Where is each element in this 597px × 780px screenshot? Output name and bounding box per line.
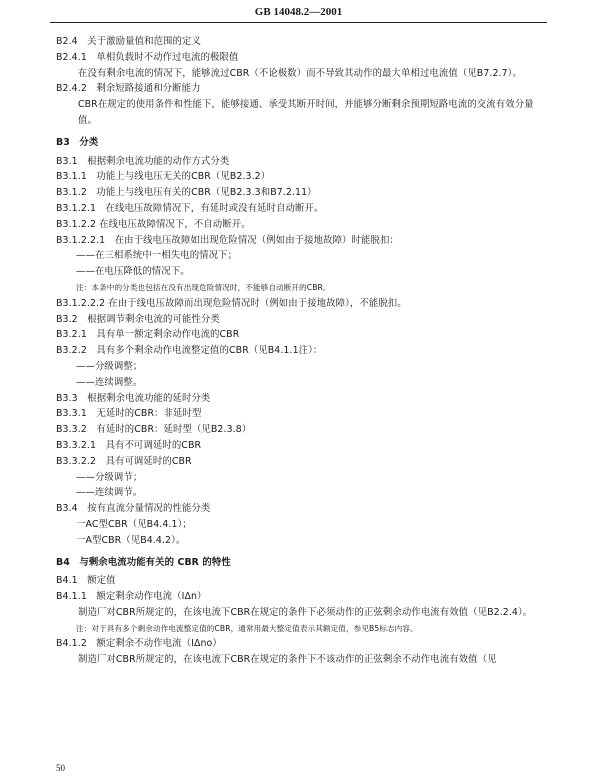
page-number: 50 bbox=[56, 763, 65, 773]
text-line: B3.2 根据调节剩余电流的可能性分类 bbox=[56, 313, 220, 325]
text-line: CBR在规定的使用条件和性能下，能够接通、承受其断开时间，并能够分断剩余预期短路电流的交流有效分量值。 bbox=[78, 99, 534, 126]
header-rule bbox=[50, 22, 547, 23]
text-line: B3.3.1 无延时的CBR：非延时型 bbox=[56, 408, 202, 420]
page-header: GB 14048.2—2001 bbox=[254, 6, 343, 18]
text-line: B4.1 额定值 bbox=[56, 575, 116, 587]
text-line: B3.2.2 具有多个剩余动作电流整定值的CBR（见B4.1.1注）： bbox=[56, 345, 323, 357]
text-line: 制造厂对CBR所规定的，在该电流下CBR在规定的条件下必须动作的正弦剩余动作电流有效值（见B2.2.4）。 bbox=[78, 606, 533, 618]
text-line: ——分级调节； bbox=[76, 471, 143, 483]
text-line: 制造厂对CBR所规定的，在该电流下CBR在规定的条件下不该动作的正弦剩余不动作电流有效值（见 bbox=[78, 654, 497, 666]
text-line: B3.2.1 具有单一额定剩余动作电流的CBR bbox=[56, 329, 240, 341]
text-line: B3 分类 bbox=[56, 136, 99, 148]
text-line: ——在三相系统中一相失电的情况下； bbox=[76, 250, 238, 262]
text-line: B4.1.1 额定剩余动作电流（IΔn） bbox=[56, 591, 207, 603]
text-line: B2.4 关于激励量值和范围的定义 bbox=[56, 36, 201, 47]
text-line: B3.1.1 功能上与线电压无关的CBR（见B2.3.2） bbox=[56, 171, 271, 183]
text-line: B3.1.2.1 在线电压故障情况下，有延时或没有延时自动断开。 bbox=[56, 202, 324, 214]
text-line: B4 与剩余电流功能有关的 CBR 的特性 bbox=[56, 556, 231, 568]
text-line: ——在电压降低的情况下。 bbox=[76, 266, 190, 278]
text-line: B2.4.1 单相负载时不动作过电流的极限值 bbox=[56, 51, 239, 63]
text-line: 一A型CBR（见B4.4.2）。 bbox=[76, 534, 186, 546]
text-line: B3.3.2 有延时的CBR：延时型（见B2.3.8） bbox=[56, 424, 252, 436]
text-line: B4.1.2 额定剩余不动作电流（IΔno） bbox=[56, 638, 222, 650]
document-body bbox=[56, 34, 546, 668]
text-line: ——分级调整； bbox=[76, 360, 143, 372]
text-line: B3.3 根据剩余电流功能的延时分类 bbox=[56, 392, 211, 404]
text-line: B3.1 根据剩余电流功能的动作方式分类 bbox=[56, 155, 230, 167]
text-line: 注：本条中的分类也包括在没有出现危险情况时，不能够自动断开的CBR。 bbox=[76, 282, 331, 292]
text-line: B2.4.2 剩余短路接通和分断能力 bbox=[56, 83, 201, 95]
text-line: ——连续调整。 bbox=[76, 376, 143, 388]
text-line: B3.4 按有直流分量情况的性能分类 bbox=[56, 503, 211, 515]
text-line: B3.3.2.1 具有不可调延时的CBR bbox=[56, 439, 202, 451]
text-line: B3.3.2.2 具有可调延时的CBR bbox=[56, 455, 192, 467]
text-line: B3.1.2.2.2 在由于线电压故障而出现危险情况时（例如由于接地故障），不能脱扣。 bbox=[56, 297, 407, 309]
text-line: B3.1.2 功能上与线电压有关的CBR（见B2.3.3和B7.2.11） bbox=[56, 187, 317, 199]
text-line: 注：对于具有多个剩余动作电流整定值的CBR，通常用最大整定值表示其额定值，参见B5标志内容。 bbox=[76, 623, 418, 633]
text-line: ——连续调节。 bbox=[76, 487, 143, 499]
text-line: B3.1.2.2 在线电压故障情况下，不自动断开。 bbox=[56, 218, 251, 230]
text-line: B3.1.2.2.1 在由于线电压故障如出现危险情况（例如由于接地故障）时能脱扣： bbox=[56, 234, 399, 246]
text-line: 在没有剩余电流的情况下，能够流过CBR（不论极数）而不导致其动作的最大单相过电流值（见B7.2.7）。 bbox=[78, 67, 522, 79]
text-line: 一AC型CBR（见B4.4.1）； bbox=[76, 518, 192, 530]
